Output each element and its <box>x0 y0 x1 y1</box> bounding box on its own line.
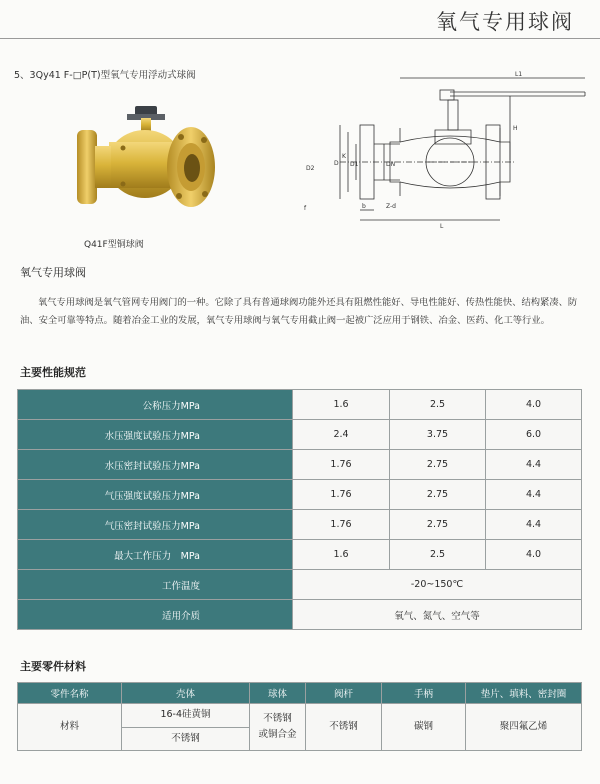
spec-value: 4.4 <box>486 450 582 480</box>
spec-value: 2.75 <box>390 450 486 480</box>
dim-D: D <box>334 160 339 167</box>
spec-value: 4.0 <box>486 390 582 420</box>
dim-b: b <box>362 203 366 210</box>
stem-material: 不锈钢 <box>306 704 382 751</box>
specs-heading: 主要性能规范 <box>20 366 86 379</box>
photo-caption: Q41F型铜球阀 <box>84 240 144 250</box>
dim-L: L <box>440 223 444 230</box>
dim-L1: L1 <box>515 71 523 78</box>
spec-row <box>18 510 582 540</box>
spec-label: 工作温度 <box>18 570 293 600</box>
parts-row <box>18 704 582 728</box>
spec-value: 氧气、氮气、空气等 <box>293 600 582 630</box>
spec-row <box>18 570 582 600</box>
parts-header-cell: 球体 <box>250 683 306 704</box>
intro-paragraph: 氧气专用球阀是氧气管网专用阀门的一种。它除了具有普通球阀功能外还具有阻燃性能好、导电性能好、传热性能快、结构紧凑、防油、安全可靠等特点。随着冶金工业的发展，氧气专用球阀与氧气专用截止阀一起被广泛应用于钢铁、冶金、医药、化工等行业。 <box>20 297 578 326</box>
dim-D1: D1 <box>350 161 359 168</box>
spec-value: 4.0 <box>486 540 582 570</box>
spec-row <box>18 450 582 480</box>
spec-value: 6.0 <box>486 420 582 450</box>
intro-heading: 氧气专用球阀 <box>20 266 86 279</box>
specs-table <box>17 389 582 630</box>
spec-value: 1.6 <box>293 390 390 420</box>
spec-value: 2.75 <box>390 480 486 510</box>
spec-value: 2.4 <box>293 420 390 450</box>
spec-label: 适用介质 <box>18 600 293 630</box>
parts-header-cell: 手柄 <box>382 683 466 704</box>
ball-valve-photo <box>65 92 225 222</box>
spec-row <box>18 540 582 570</box>
spec-value: -20~150℃ <box>293 570 582 600</box>
spec-row <box>18 390 582 420</box>
parts-heading: 主要零件材料 <box>20 660 86 673</box>
spec-label: 气压密封试验压力MPa <box>18 510 293 540</box>
spec-value: 1.6 <box>293 540 390 570</box>
page-header <box>0 0 600 40</box>
header-rule <box>0 38 600 39</box>
spec-value: 1.76 <box>293 510 390 540</box>
page-title: 氧气专用球阀 <box>436 10 574 34</box>
spec-value: 1.76 <box>293 480 390 510</box>
product-model-heading: 5、3Qy41 F-□P(T)型氧气专用浮动式球阀 <box>14 70 196 81</box>
parts-header-cell: 壳体 <box>122 683 250 704</box>
spec-value: 1.76 <box>293 450 390 480</box>
parts-row-label: 材料 <box>18 704 122 751</box>
body-material-2: 不锈钢 <box>122 727 250 751</box>
valve-dimension-drawing <box>300 70 590 245</box>
spec-row <box>18 480 582 510</box>
parts-header-cell: 垫片、填料、密封圈 <box>466 683 582 704</box>
seal-material: 聚四氟乙烯 <box>466 704 582 751</box>
spec-value: 2.75 <box>390 510 486 540</box>
spec-label: 水压密封试验压力MPa <box>18 450 293 480</box>
parts-header-cell: 阀杆 <box>306 683 382 704</box>
spec-value: 4.4 <box>486 480 582 510</box>
parts-header-cell: 零件名称 <box>18 683 122 704</box>
spec-row <box>18 600 582 630</box>
spec-value: 4.4 <box>486 510 582 540</box>
body-material-1: 16-4硅黄铜 <box>122 704 250 728</box>
spec-row <box>18 420 582 450</box>
handle-material: 碳钢 <box>382 704 466 751</box>
ball-material: 不锈钢 或铜合金 <box>250 704 306 751</box>
spec-value: 2.5 <box>390 540 486 570</box>
parts-header-row <box>18 683 582 704</box>
spec-label: 公称压力MPa <box>18 390 293 420</box>
dim-Z-d: Z-d <box>386 203 396 210</box>
dim-K: K <box>342 153 346 160</box>
spec-value: 3.75 <box>390 420 486 450</box>
spec-label: 气压强度试验压力MPa <box>18 480 293 510</box>
parts-table <box>17 682 582 751</box>
dim-f: f <box>304 205 307 212</box>
spec-value: 2.5 <box>390 390 486 420</box>
dim-DN: DN <box>386 161 396 168</box>
dim-D2: D2 <box>306 165 315 172</box>
spec-label: 水压强度试验压力MPa <box>18 420 293 450</box>
dim-H: H <box>513 125 518 132</box>
spec-label: 最大工作压力 MPa <box>18 540 293 570</box>
